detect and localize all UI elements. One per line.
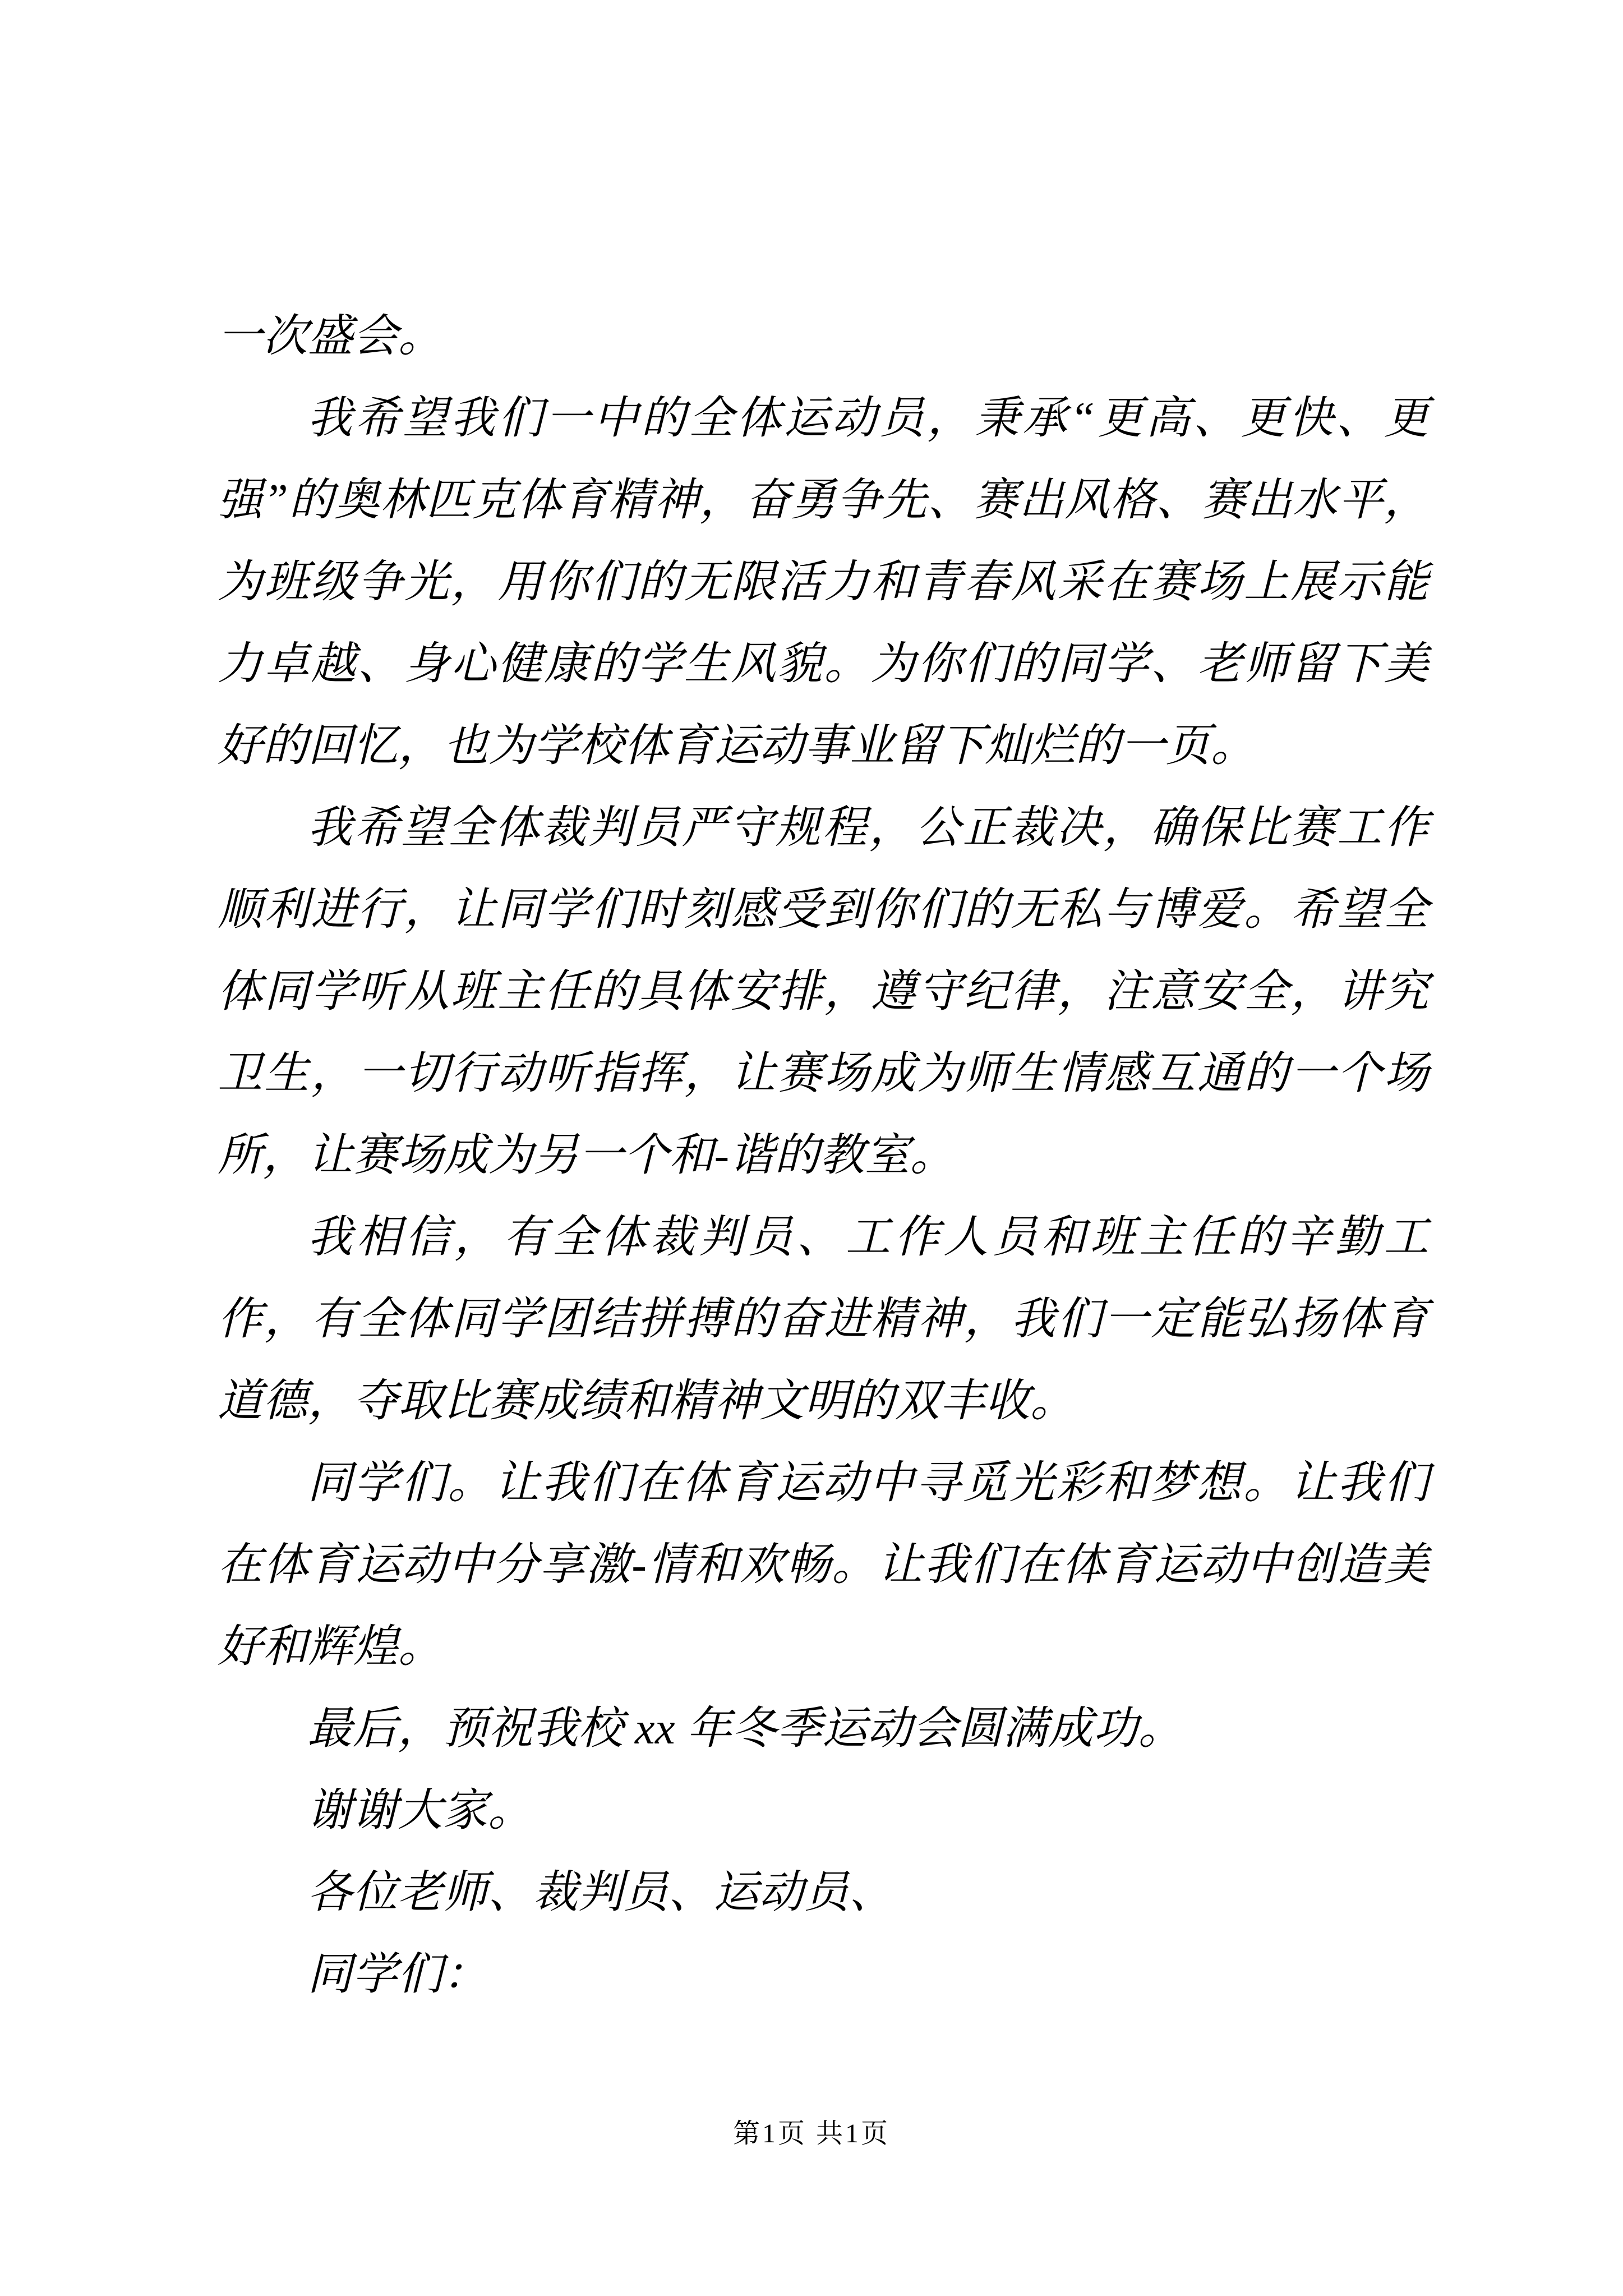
body-paragraph: 各位老师、裁判员、运动员、 <box>307 1868 895 1917</box>
body-paragraph: 同学们： <box>307 1950 488 1999</box>
page-number-label: 第1页 共1页 <box>732 2119 890 2148</box>
page-footer <box>0 2118 1623 2150</box>
body-paragraph: 同学们。让我们在体育运动中寻觅光彩和梦想。让我们在体育运动中分享激-情和欢畅。让我们在体育运动中创造美好和辉煌。 <box>218 1458 1429 1672</box>
body-paragraph: 我相信，有全体裁判员、工作人员和班主任的辛勤工作，有全体同学团结拼搏的奋进精神，我们一定能弘扬体育道德，夺取比赛成绩和精神文明的双丰收。 <box>218 1213 1429 1426</box>
document-body <box>218 296 1429 2016</box>
body-paragraph: 我希望我们一中的全体运动员，秉承“更高、更快、更强”的奥林匹克体育精神，奋勇争先、赛出风格、赛出水平，为班级争光，用你们的无限活力和青春风采在赛场上展示能力卓越、身心健康的学生风貌。为你们的同学、老师留下美好的回忆，也为学校体育运动事业留下灿烂的一页。 <box>218 394 1429 771</box>
body-paragraph: 谢谢大家。 <box>307 1786 533 1835</box>
body-paragraph: 我希望全体裁判员严守规程，公正裁决，确保比赛工作顺利进行，让同学们时刻感受到你们的无私与博爱。希望全体同学听从班主任的具体安排，遵守纪律，注意安全，讲究卫生，一切行动听指挥，让赛场成为师生情感互通的一个场所，让赛场成为另一个和-谐的教室。 <box>218 803 1429 1180</box>
body-paragraph: 一次盛会。 <box>218 312 444 361</box>
body-paragraph: 最后，预祝我校 xx 年冬季运动会圆满成功。 <box>307 1704 1184 1754</box>
